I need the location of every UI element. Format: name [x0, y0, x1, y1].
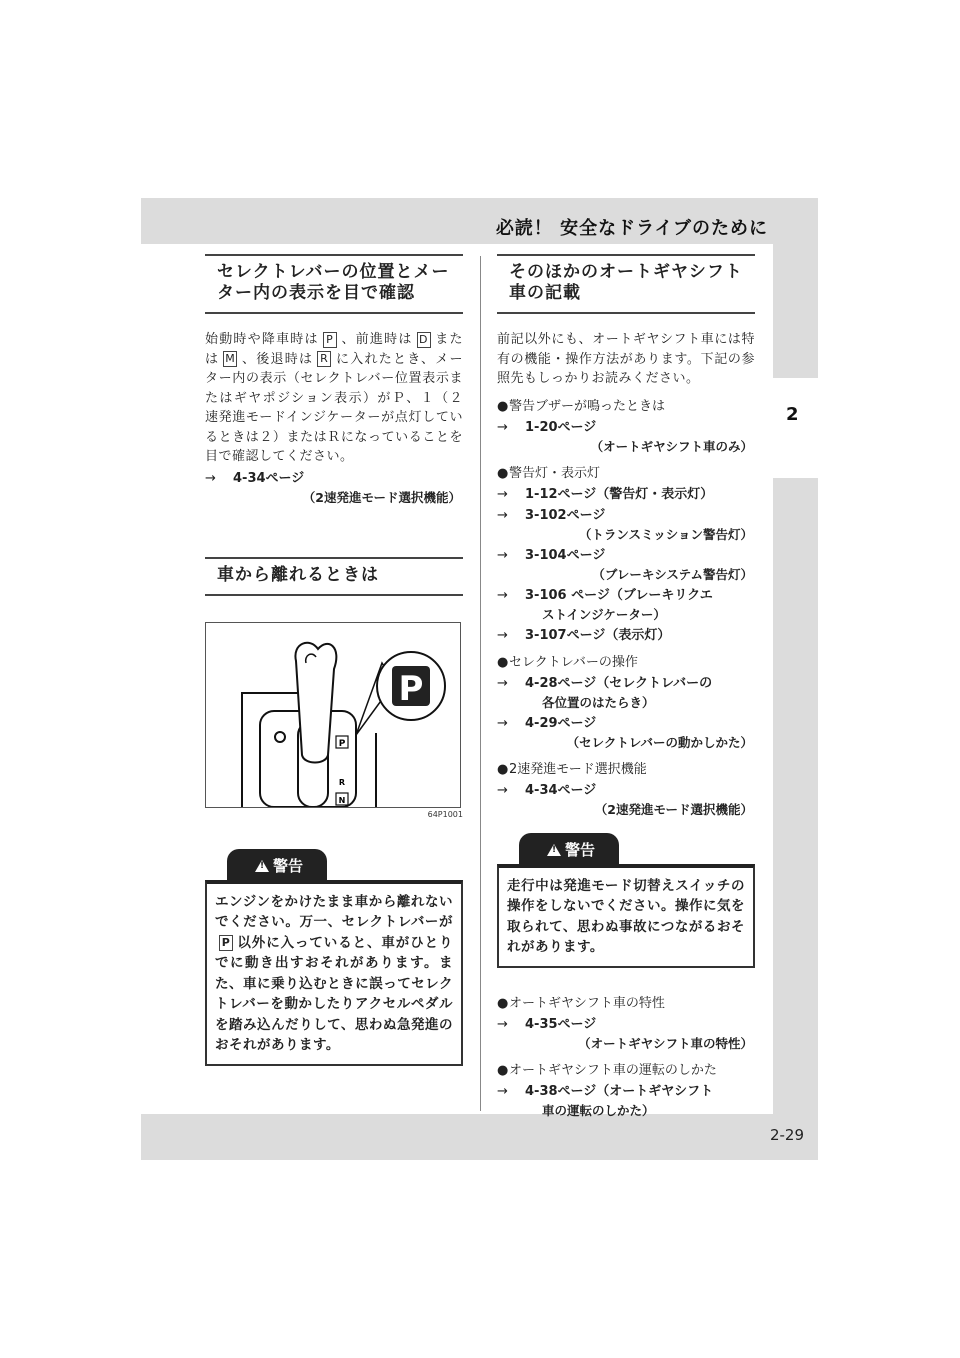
page-reference: 4-34ページ	[233, 470, 305, 486]
bullet-icon: ●	[497, 465, 509, 481]
key-r-symbol: R	[317, 351, 331, 367]
reference-subtitle: （トランスミッション警告灯）	[578, 526, 753, 542]
warning-icon	[255, 860, 269, 872]
key-m-symbol: M	[225, 352, 236, 365]
arrow-icon: →	[497, 675, 508, 691]
list-item: ●警告ブザーが鳴ったときは	[497, 398, 666, 414]
arrow-icon: →	[497, 587, 508, 603]
bullet-icon: ●	[497, 761, 509, 777]
reference-subtitle: 各位置のはたらき）	[542, 694, 655, 710]
arrow-icon: →	[497, 782, 508, 798]
reference-line: → 4-38ページ（オートギヤシフト	[497, 1083, 714, 1099]
arrow-icon: →	[497, 715, 508, 731]
bullet-icon: ●	[497, 398, 509, 414]
reference-subtitle: （オートギヤシフト車のみ）	[590, 438, 753, 454]
reference-subtitle: （2速発進モード選択機能）	[594, 801, 753, 817]
warning-icon	[547, 844, 561, 856]
reference-line: → 3-106 ページ（ブレーキリクエ	[497, 587, 713, 603]
right-column	[497, 254, 755, 1120]
section-title-lever-position: セレクトレバーの位置とメー ター内の表示を目で確認	[205, 254, 463, 314]
reference-line: → 4-35ページ	[497, 1016, 597, 1032]
reference-subtitle: （ブレーキシステム警告灯）	[592, 566, 753, 582]
figure-label-r: R	[338, 777, 346, 787]
warning-tab: !警告	[227, 849, 327, 880]
warning-tab: !警告	[519, 833, 619, 864]
reference-subtitle: 車の運転のしかた）	[542, 1102, 655, 1118]
reference-line: → 4-34ページ	[497, 782, 597, 798]
shift-lever-drawing	[206, 623, 460, 807]
warning-block-mode-switch	[497, 833, 755, 968]
section-title-other-notes: そのほかのオートギヤシフト 車の記載	[497, 254, 755, 314]
chapter-number: 2	[786, 404, 799, 425]
lever-instructions: 始動時や降車時は P 、前進時は D または M 、後退時は R に入れたとき、メーター内の表示（セレクトレバー位置表示またはギヤポジション表示）がＰ、１（２ 速発進モードインジケーターが点灯しているときは２）またはＲになっていることを目で確認してください。	[205, 332, 463, 464]
reference-line: → 1-12ページ（警告灯・表示灯）	[497, 486, 714, 502]
reference-line: → 1-20ページ	[497, 419, 597, 435]
reference-subtitle: ストインジケーター）	[542, 606, 666, 622]
arrow-icon: →	[497, 547, 508, 563]
reference-line: → 3-102ページ	[497, 507, 606, 523]
reference-subtitle: （2速発進モード選択機能）	[302, 489, 461, 505]
key-p-symbol: P	[219, 935, 233, 951]
reference-line	[205, 469, 463, 488]
column-divider	[480, 256, 481, 1111]
arrow-icon: →	[497, 1016, 508, 1032]
arrow-icon: →	[205, 470, 216, 486]
figure-caption: 64P1001	[427, 809, 463, 819]
list-item: ●オートギヤシフト車の運転のしかた	[497, 1062, 717, 1078]
reference-subtitle: （オートギヤシフト車の特性）	[578, 1035, 753, 1051]
reference-subtitle: （セレクトレバーの動かしかた）	[566, 734, 753, 750]
bullet-icon: ●	[497, 1062, 509, 1078]
list-item: ●2速発進モード選択機能	[497, 761, 647, 777]
bullet-icon: ●	[497, 654, 509, 670]
list-item: ●セレクトレバーの操作	[497, 654, 638, 670]
section-title-leaving-car: 車から離れるときは	[205, 557, 463, 596]
list-item: ●オートギヤシフト車の特性	[497, 995, 665, 1011]
intro-paragraph: 前記以外にも、オートギヤシフト車には特有の機能・操作方法があります。下記の参照先もしっかりお読みください。	[497, 332, 755, 386]
key-d-symbol: D	[417, 332, 431, 348]
figure-label-p-large: P	[398, 668, 424, 709]
reference-line: → 3-104ページ	[497, 547, 606, 563]
list-item: ●警告灯・表示灯	[497, 465, 601, 481]
chapter-tab	[773, 378, 818, 478]
reference-line: → 4-28ページ（セレクトレバーの	[497, 675, 713, 691]
figure-label-n: N	[338, 795, 346, 805]
figure-label-p: P	[338, 738, 346, 749]
page-header-title: 必読！ 安全なドライブのために	[495, 218, 768, 239]
arrow-icon: →	[497, 1083, 508, 1099]
arrow-icon: →	[497, 627, 508, 643]
arrow-icon: →	[497, 486, 508, 502]
left-column	[205, 254, 463, 1066]
warning-text: エンジンをかけたまま車から離れないでください。万一、セレクトレバーがP 以外に入っていると、車がひとりでに動き出すおそれがあります。また、車に乗り込むときに誤ってセレクトレバーを動かしたりアクセルペダルを踏み込んだりして、思わぬ急発進のおそれがあります。	[205, 880, 463, 1066]
reference-line: → 4-29ページ	[497, 715, 597, 731]
reference-line: → 3-107ページ（表示灯）	[497, 627, 671, 643]
key-p-symbol: P	[323, 332, 337, 348]
warning-text: 走行中は発進モード切替えスイッチの操作をしないでください。操作に気を取られて、思わぬ事故につながるおそれがあります。	[497, 864, 755, 968]
warning-block-leaving	[205, 849, 463, 1066]
page-frame	[141, 198, 818, 1160]
shift-lever-illustration	[205, 622, 461, 808]
bullet-icon: ●	[497, 995, 509, 1011]
arrow-icon: →	[497, 419, 508, 435]
page-number: 2-29	[769, 1126, 804, 1144]
arrow-icon: →	[497, 507, 508, 523]
